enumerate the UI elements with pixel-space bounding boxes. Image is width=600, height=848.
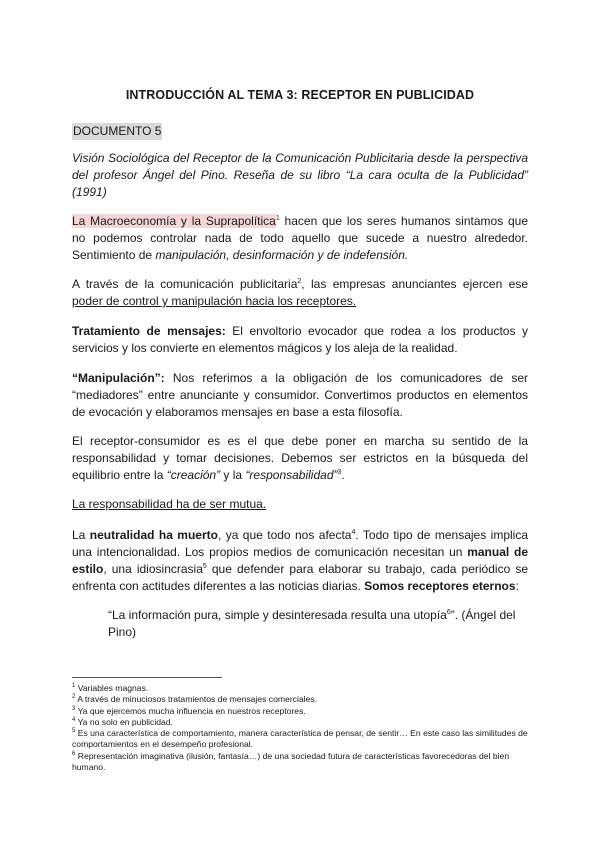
paragraph-text: El envoltorio evocador que rodea a los productos y servicios y los convierte en elementos mágicos y los aleja de la realidad.: [72, 324, 529, 355]
paragraph-neutralidad: [72, 527, 528, 595]
footnote-number: 5: [72, 728, 76, 735]
footnote: [72, 683, 528, 694]
footnote-ref-6: 6: [446, 609, 451, 616]
footnote-text: Representación imaginativa (ilusión, fantasía…) de una sociedad futura de características favorecedoras del bien humano.: [72, 750, 510, 773]
quote-text: “La información pura, simple y desinteresada resulta una utopía: [108, 608, 447, 622]
paragraph-text: , las empresas anunciantes ejercen ese: [301, 277, 528, 291]
highlighted-text: La Macroeconomía y la Suprapolítica: [72, 214, 276, 228]
bold-heading: “Manipulación”:: [72, 371, 165, 385]
bold-text: Somos receptores eternos: [364, 579, 516, 593]
italic-text: “responsabilidad”: [245, 468, 338, 482]
footnote-ref-2: 2: [297, 278, 302, 285]
quote-block: [108, 607, 528, 641]
paragraph-text: , ya que todo nos afecta: [217, 528, 352, 542]
underlined-text: La responsabilidad ha de ser mutua.: [72, 497, 267, 511]
bold-text: neutralidad ha muerto: [89, 528, 218, 542]
footnote-text: Es una característica de comportamiento, manera característica de pensar, de sentir… En este caso las similitudes de comportamientos en el desempeño profesional.: [72, 728, 528, 750]
footnote-text: A través de minuciosos tratamientos de mensajes comerciales.: [77, 694, 318, 705]
footnote-number: 6: [72, 750, 76, 757]
bold-heading: Tratamiento de mensajes:: [72, 324, 226, 338]
footnote-number: 4: [72, 717, 76, 724]
footnote-text: Ya que ejercemos mucha influencia en nuestros receptores.: [77, 705, 306, 716]
paragraph-macroeconomia: [72, 213, 528, 264]
paragraph-text: La: [72, 528, 90, 542]
footnote-number: 2: [72, 694, 76, 701]
paragraph-comunicacion: [72, 276, 528, 310]
paragraph-manipulacion: [72, 370, 528, 421]
footnote-text: Ya no solo en publicidad.: [77, 716, 173, 727]
underlined-text: poder de control y manipulación hacia los receptores.: [72, 294, 357, 308]
footnote-number: 1: [72, 683, 76, 690]
footnote: [72, 728, 528, 751]
footnote: [72, 717, 528, 728]
italic-text: “creación”: [166, 468, 221, 482]
paragraph-text: .: [341, 468, 345, 482]
paragraph-text: A través de la comunicación publicitaria: [72, 277, 298, 291]
paragraph-text: y la: [220, 468, 246, 482]
paragraph-text: Nos referimos a la obligación de los comunicadores de ser “mediadores” entre anunciante y consumidor. Convertimos productos en elementos de evocación y elaboramos mensajes en base a esta filosofía.: [72, 371, 528, 419]
intro-paragraph: Visión Sociológica del Receptor de la Comunicación Publicitaria desde la perspectiva del profesor Ángel del Pino. Reseña de su libro “La cara oculta de la Publicidad” (1991): [72, 151, 528, 199]
quote-text: ”. (Ángel del Pino): [108, 608, 516, 639]
footnote-divider: [72, 677, 222, 678]
footnote-text: Variables magnas.: [77, 683, 149, 693]
paragraph-responsabilidad: [72, 496, 528, 513]
footnote-number: 3: [72, 705, 76, 712]
bold-text: manual de estilo: [72, 545, 528, 576]
footnote-ref-1: 1: [275, 215, 280, 222]
document-label: DOCUMENTO 5: [73, 124, 162, 138]
footnotes: [72, 683, 528, 773]
footnote: [72, 706, 528, 717]
footnote: [72, 751, 528, 774]
italic-text: manipulación, desinformación y de indefensión.: [155, 248, 409, 262]
footnote-ref-4: 4: [351, 529, 356, 536]
paragraph-text: El receptor-consumidor es es el que debe poner en marcha su sentido de la responsabilidad y tomar decisiones. Debemos ser estrictos en la búsqueda del equilibrio entre la: [72, 434, 528, 482]
page-title: INTRODUCCIÓN AL TEMA 3: RECEPTOR EN PUBLICIDAD: [125, 88, 475, 102]
paragraph-receptor: [72, 433, 528, 484]
footnote-ref-5: 5: [202, 563, 207, 570]
paragraph-text: hacen que los seres humanos sintamos que no podemos controlar nada de todo aquello que sucede a nuestro alrededor. Sentimiento de: [72, 214, 528, 262]
paragraph-text: que defender para elaborar su trabajo, cada periódico se enfrenta con actitudes diferentes a las noticias diarias.: [72, 562, 528, 593]
paragraph-tratamiento: [72, 323, 528, 357]
footnote: [72, 694, 528, 705]
paragraph-text: . Todo tipo de mensajes implica una intencionalidad. Los propios medios de comunicación necesitan un: [72, 528, 528, 559]
paragraph-text: :: [515, 579, 519, 593]
footnote-ref-3: 3: [337, 469, 342, 476]
paragraph-text: , una idiosincrasia: [103, 562, 203, 576]
